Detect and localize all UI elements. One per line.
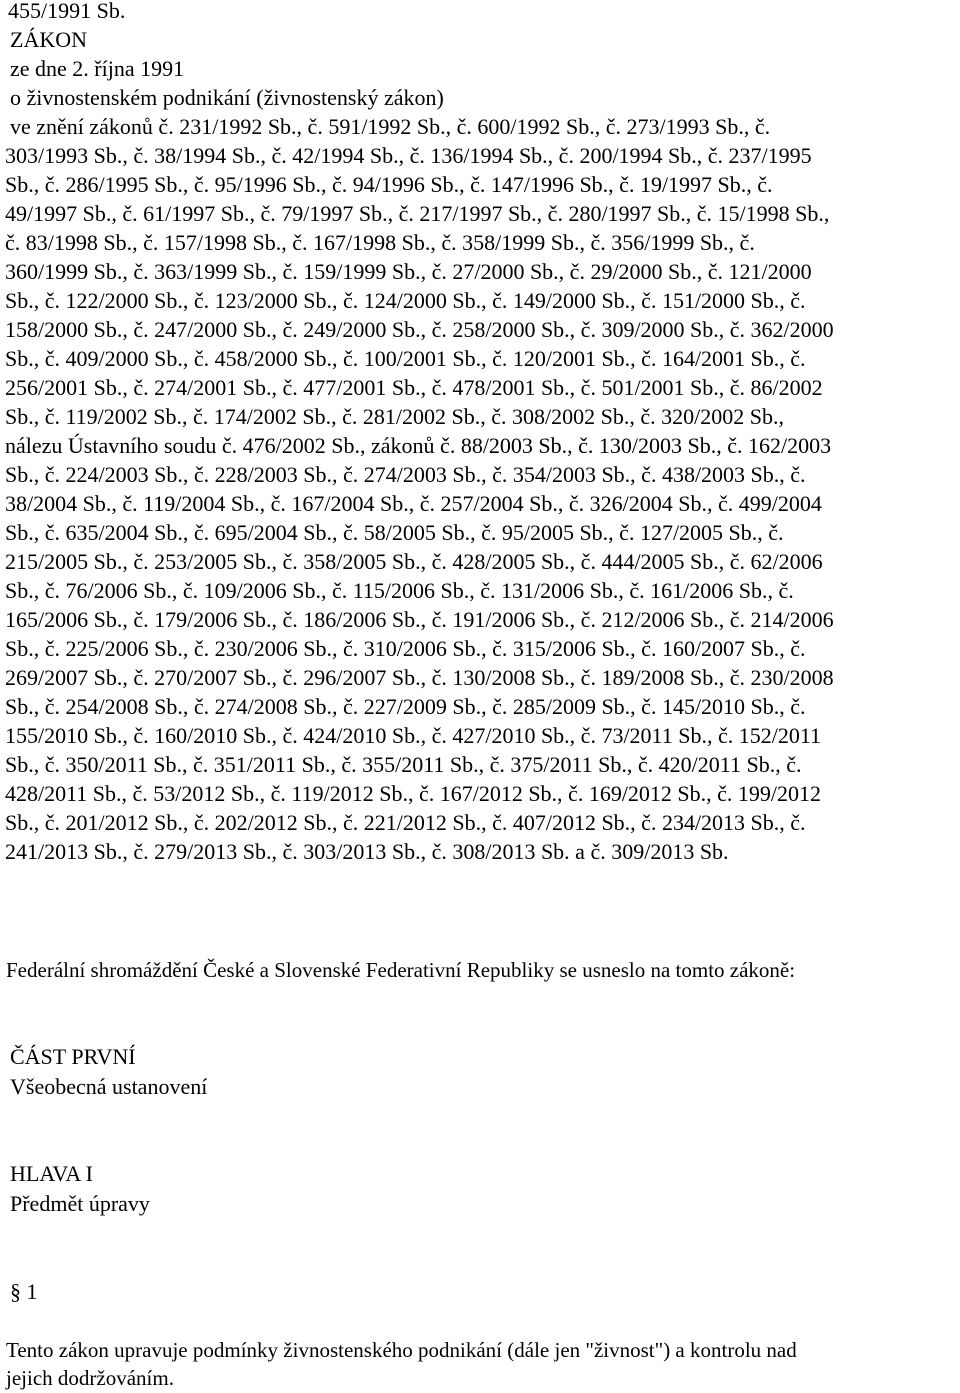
law-type: ZÁKON xyxy=(10,27,87,52)
amendments-line: č. 83/1998 Sb., č. 157/1998 Sb., č. 167/1998 Sb., č. 358/1999 Sb., č. 356/1999 Sb., č. xyxy=(5,230,755,255)
section-heading xyxy=(10,1278,38,1306)
amendments-line: Sb., č. 201/2012 Sb., č. 202/2012 Sb., č. 221/2012 Sb., č. 407/2012 Sb., č. 234/2013 Sb., č. xyxy=(5,810,806,835)
chapter-label: HLAVA I xyxy=(10,1161,93,1186)
amendments-line: 428/2011 Sb., č. 53/2012 Sb., č. 119/2012 Sb., č. 167/2012 Sb., č. 169/2012 Sb., č. 199/2012 xyxy=(5,781,822,806)
amendments-line: 303/1993 Sb., č. 38/1994 Sb., č. 42/1994 Sb., č. 136/1994 Sb., č. 200/1994 Sb., č. 237/1995 xyxy=(5,143,812,168)
amendments-line: Sb., č. 350/2011 Sb., č. 351/2011 Sb., č. 355/2011 Sb., č. 375/2011 Sb., č. 420/2011 Sb., č. xyxy=(5,752,802,777)
law-date: ze dne 2. října 1991 xyxy=(10,56,185,81)
part-title: Všeobecná ustanovení xyxy=(10,1074,208,1099)
section-text-line: Tento zákon upravuje podmínky živnostenského podnikání (dále jen "živnost") a kontrolu nad xyxy=(6,1338,797,1362)
amendments-line: Sb., č. 224/2003 Sb., č. 228/2003 Sb., č. 274/2003 Sb., č. 354/2003 Sb., č. 438/2003 Sb., č. xyxy=(5,462,806,487)
law-number: 455/1991 Sb. xyxy=(8,0,126,23)
amendments-line: Sb., č. 409/2000 Sb., č. 458/2000 Sb., č. 100/2001 Sb., č. 120/2001 Sb., č. 164/2001 Sb., č. xyxy=(5,346,806,371)
amendments-line: Sb., č. 635/2004 Sb., č. 695/2004 Sb., č. 58/2005 Sb., č. 95/2005 Sb., č. 127/2005 Sb., č. xyxy=(5,520,784,545)
amendments-line: 158/2000 Sb., č. 247/2000 Sb., č. 249/2000 Sb., č. 258/2000 Sb., č. 309/2000 Sb., č. 362/2000 xyxy=(5,317,834,342)
amendments-line: Sb., č. 119/2002 Sb., č. 174/2002 Sb., č. 281/2002 Sb., č. 308/2002 Sb., č. 320/2002 Sb., xyxy=(5,404,784,429)
amendments-line: 215/2005 Sb., č. 253/2005 Sb., č. 358/2005 Sb., č. 428/2005 Sb., č. 444/2005 Sb., č. 62/2006 xyxy=(5,549,823,574)
amendments-line: ve znění zákonů č. 231/1992 Sb., č. 591/1992 Sb., č. 600/1992 Sb., č. 273/1993 Sb., č. xyxy=(10,114,771,139)
amendments-line: Sb., č. 254/2008 Sb., č. 274/2008 Sb., č. 227/2009 Sb., č. 285/2009 Sb., č. 145/2010 Sb., č. xyxy=(5,694,806,719)
section-number: 1 xyxy=(26,1279,38,1304)
section-text-line: jejich dodržováním. xyxy=(6,1366,174,1390)
amendments-line: Sb., č. 76/2006 Sb., č. 109/2006 Sb., č. 115/2006 Sb., č. 131/2006 Sb., č. 161/2006 Sb., č. xyxy=(5,578,794,603)
chapter-title: Předmět úpravy xyxy=(10,1191,150,1216)
amendments-line: 155/2010 Sb., č. 160/2010 Sb., č. 424/2010 Sb., č. 427/2010 Sb., č. 73/2011 Sb., č. 152/2011 xyxy=(5,723,822,748)
amendments-line: 256/2001 Sb., č. 274/2001 Sb., č. 477/2001 Sb., č. 478/2001 Sb., č. 501/2001 Sb., č. 86/2002 xyxy=(5,375,823,400)
part-label: ČÁST PRVNÍ xyxy=(10,1044,136,1069)
amendments-line: Sb., č. 225/2006 Sb., č. 230/2006 Sb., č. 310/2006 Sb., č. 315/2006 Sb., č. 160/2007 Sb., č. xyxy=(5,636,806,661)
amendments-line: Sb., č. 122/2000 Sb., č. 123/2000 Sb., č. 124/2000 Sb., č. 149/2000 Sb., č. 151/2000 Sb., č. xyxy=(5,288,806,313)
amendments-line: Sb., č. 286/1995 Sb., č. 95/1996 Sb., č. 94/1996 Sb., č. 147/1996 Sb., č. 19/1997 Sb., č. xyxy=(5,172,773,197)
amendments-line: 38/2004 Sb., č. 119/2004 Sb., č. 167/2004 Sb., č. 257/2004 Sb., č. 326/2004 Sb., č. 499/2004 xyxy=(5,491,822,516)
amendments-line: 49/1997 Sb., č. 61/1997 Sb., č. 79/1997 Sb., č. 217/1997 Sb., č. 280/1997 Sb., č. 15/1998 Sb., xyxy=(5,201,830,226)
amendments-line: nálezu Ústavního soudu č. 476/2002 Sb., zákonů č. 88/2003 Sb., č. 130/2003 Sb., č. 162/2003 xyxy=(5,433,832,458)
amendments-line: 360/1999 Sb., č. 363/1999 Sb., č. 159/1999 Sb., č. 27/2000 Sb., č. 29/2000 Sb., č. 121/2000 xyxy=(5,259,812,284)
section-symbol: § xyxy=(10,1279,21,1304)
amendments-line: 241/2013 Sb., č. 279/2013 Sb., č. 303/2013 Sb., č. 308/2013 Sb. a č. 309/2013 Sb. xyxy=(5,839,729,864)
amendments-line: 269/2007 Sb., č. 270/2007 Sb., č. 296/2007 Sb., č. 130/2008 Sb., č. 189/2008 Sb., č. 230/2008 xyxy=(5,665,834,690)
preamble: Federální shromáždění České a Slovenské Federativní Republiky se usneslo na tomto zákoně: xyxy=(6,958,796,982)
amendments-line: 165/2006 Sb., č. 179/2006 Sb., č. 186/2006 Sb., č. 191/2006 Sb., č. 212/2006 Sb., č. 214/2006 xyxy=(5,607,834,632)
law-title: o živnostenském podnikání (živnostenský zákon) xyxy=(10,85,444,110)
